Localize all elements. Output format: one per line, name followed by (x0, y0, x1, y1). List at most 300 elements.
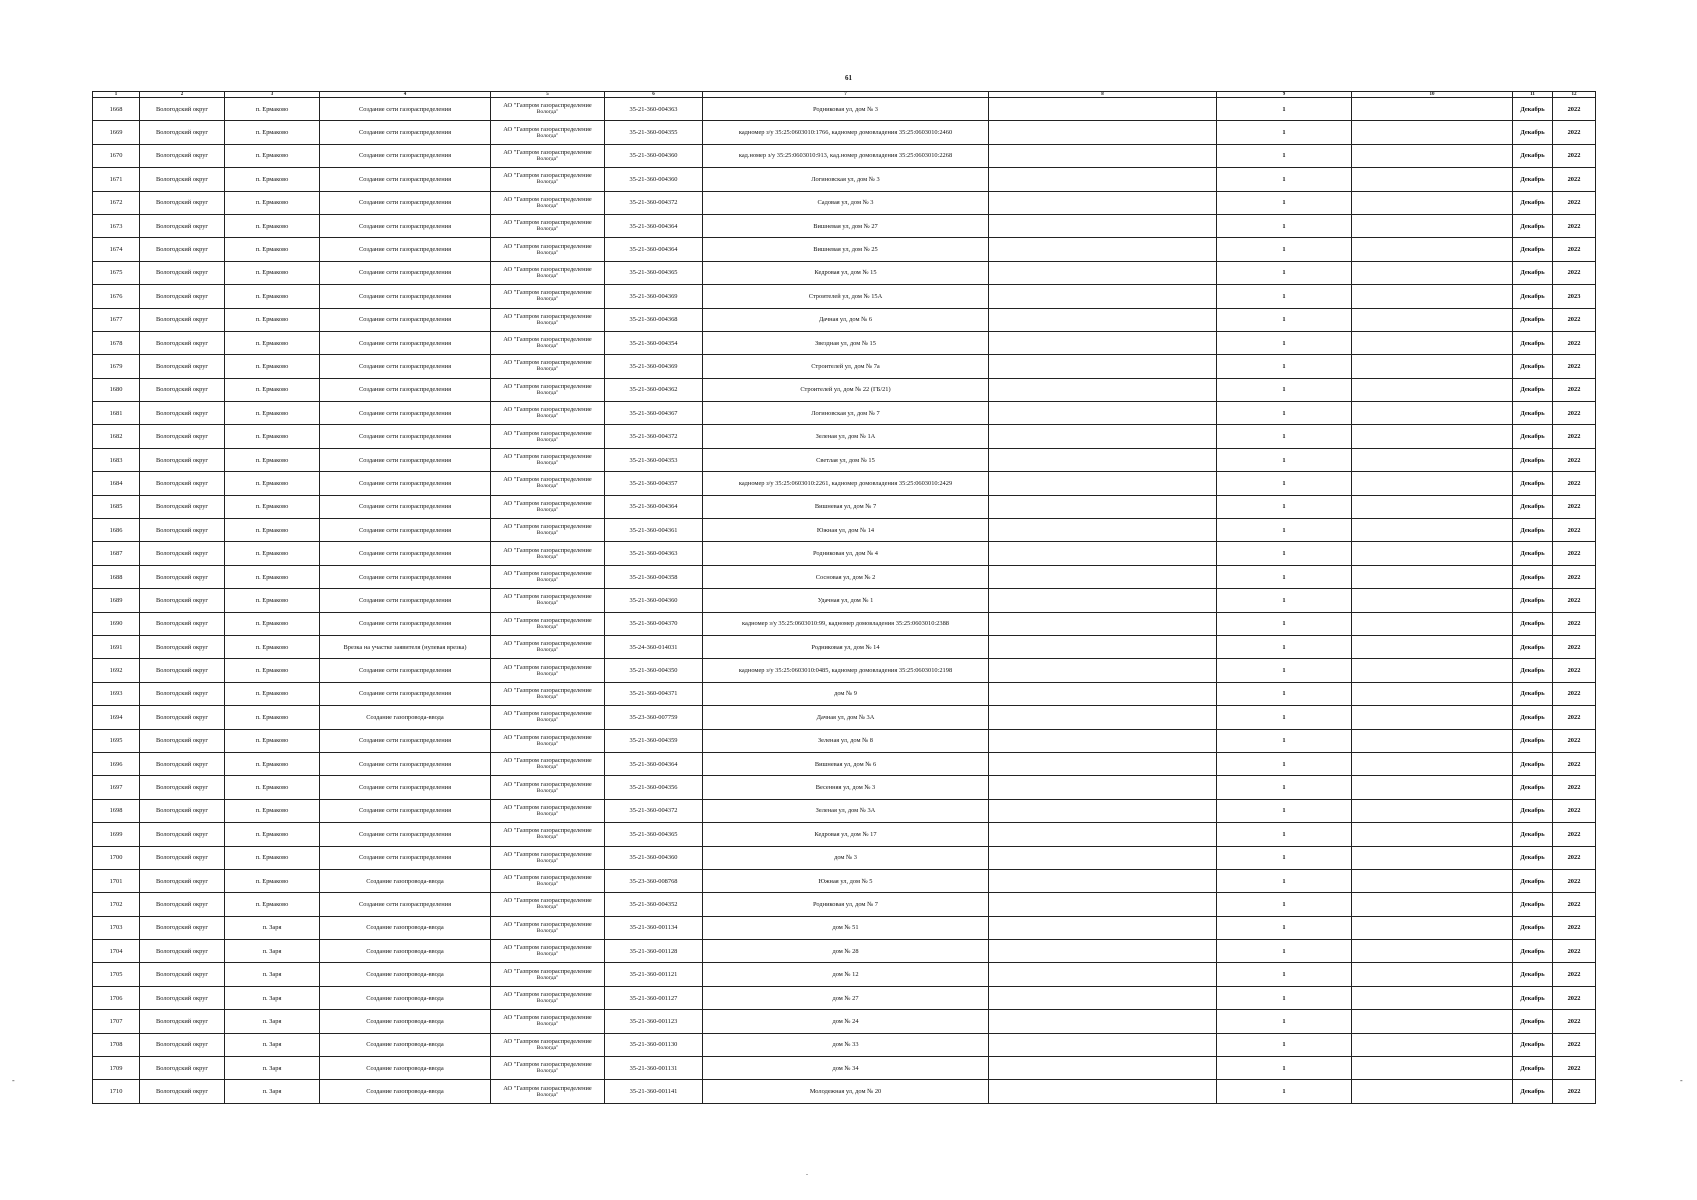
column-10-cell (1352, 98, 1513, 121)
column-10-cell (1352, 940, 1513, 963)
district-cell: Вологодский округ (140, 519, 225, 542)
quantity-cell: 1 (1217, 682, 1352, 705)
organization-cell (491, 776, 605, 799)
code-cell: 35-21-360-001121 (605, 963, 703, 986)
row-number: 1691 (93, 635, 140, 658)
month-cell: Декабрь (1513, 98, 1553, 121)
organization-city: Вологда" (536, 553, 559, 560)
column-10-cell (1352, 331, 1513, 354)
address-cell: дом № 51 (703, 916, 989, 939)
work-type-cell: Создание сети газораспределения (320, 308, 491, 331)
settlement-cell: п. Ермаково (225, 238, 320, 261)
code-cell: 35-21-360-004370 (605, 612, 703, 635)
organization-cell (491, 98, 605, 121)
address-cell: Вишневая ул, дом № 27 (703, 214, 989, 237)
district-cell: Вологодский округ (140, 495, 225, 518)
organization-city: Вологда" (536, 155, 559, 162)
column-10-cell (1352, 425, 1513, 448)
address-cell: дом № 9 (703, 682, 989, 705)
work-type-cell: Создание сети газораспределения (320, 331, 491, 354)
work-type-cell: Создание газопровода-ввода (320, 869, 491, 892)
column-number: 4 (320, 92, 491, 98)
column-8-cell (989, 472, 1217, 495)
work-type-cell: Создание газопровода-ввода (320, 916, 491, 939)
code-cell: 35-21-360-004364 (605, 752, 703, 775)
organization-city: Вологда" (536, 740, 559, 747)
quantity-cell: 1 (1217, 261, 1352, 284)
row-number: 1671 (93, 168, 140, 191)
row-number: 1701 (93, 869, 140, 892)
column-10-cell (1352, 612, 1513, 635)
settlement-cell: п. Ермаково (225, 682, 320, 705)
address-cell: Сосновая ул, дом № 2 (703, 565, 989, 588)
organization-name: АО "Газпром газораспределение (503, 897, 592, 905)
year-cell: 2022 (1553, 846, 1596, 869)
work-type-cell: Создание сети газораспределения (320, 799, 491, 822)
organization-name: АО "Газпром газораспределение (503, 850, 592, 858)
column-10-cell (1352, 238, 1513, 261)
table-row (93, 589, 1596, 612)
organization-city: Вологда" (536, 647, 559, 654)
organization-name: АО "Газпром газораспределение (503, 289, 592, 297)
organization-city: Вологда" (536, 319, 559, 326)
row-number: 1692 (93, 659, 140, 682)
year-cell: 2022 (1553, 916, 1596, 939)
organization-cell (491, 823, 605, 846)
quantity-cell: 1 (1217, 752, 1352, 775)
quantity-cell: 1 (1217, 378, 1352, 401)
organization-name: АО "Газпром газораспределение (503, 382, 592, 390)
column-8-cell (989, 331, 1217, 354)
year-cell: 2022 (1553, 472, 1596, 495)
address-cell: кадномер з/у 35:25:0603010:1766, кадномер домовладения 35:25:0603010:2460 (703, 121, 989, 144)
quantity-cell: 1 (1217, 214, 1352, 237)
year-cell: 2022 (1553, 752, 1596, 775)
column-10-cell (1352, 659, 1513, 682)
quantity-cell: 1 (1217, 565, 1352, 588)
code-cell: 35-23-360-008768 (605, 869, 703, 892)
table-row (93, 940, 1596, 963)
district-cell: Вологодский округ (140, 285, 225, 308)
table-row (93, 1080, 1596, 1103)
organization-name: АО "Газпром газораспределение (503, 616, 592, 624)
column-10-cell (1352, 168, 1513, 191)
settlement-cell: п. Ермаково (225, 495, 320, 518)
column-number: 5 (491, 92, 605, 98)
quantity-cell: 1 (1217, 448, 1352, 471)
row-number: 1708 (93, 1033, 140, 1056)
year-cell: 2022 (1553, 448, 1596, 471)
settlement-cell: п. Ермаково (225, 519, 320, 542)
code-cell: 35-21-360-004356 (605, 776, 703, 799)
table-row (93, 776, 1596, 799)
month-cell: Декабрь (1513, 823, 1553, 846)
code-cell: 35-21-360-004364 (605, 238, 703, 261)
quantity-cell: 1 (1217, 542, 1352, 565)
year-cell: 2022 (1553, 495, 1596, 518)
year-cell: 2022 (1553, 659, 1596, 682)
address-cell: дом № 24 (703, 1010, 989, 1033)
column-number: 1 (93, 92, 140, 98)
month-cell: Декабрь (1513, 238, 1553, 261)
code-cell: 35-21-360-004357 (605, 472, 703, 495)
code-cell: 35-21-360-004365 (605, 261, 703, 284)
column-8-cell (989, 542, 1217, 565)
work-type-cell: Создание сети газораспределения (320, 846, 491, 869)
column-8-cell (989, 378, 1217, 401)
district-cell: Вологодский округ (140, 472, 225, 495)
organization-name: АО "Газпром газораспределение (503, 663, 592, 671)
settlement-cell: п. Заря (225, 1057, 320, 1080)
quantity-cell: 1 (1217, 635, 1352, 658)
column-10-cell (1352, 448, 1513, 471)
table-row (93, 355, 1596, 378)
year-cell: 2022 (1553, 823, 1596, 846)
organization-city: Вологда" (536, 202, 559, 209)
column-8-cell (989, 144, 1217, 167)
code-cell: 35-21-360-004372 (605, 425, 703, 448)
row-number: 1673 (93, 214, 140, 237)
year-cell: 2022 (1553, 425, 1596, 448)
column-8-cell (989, 425, 1217, 448)
column-8-cell (989, 448, 1217, 471)
address-cell: Молодежная ул, дом № 20 (703, 1080, 989, 1103)
organization-city: Вологда" (536, 249, 559, 256)
organization-name: АО "Газпром газораспределение (503, 219, 592, 227)
month-cell: Декабрь (1513, 448, 1553, 471)
quantity-cell: 1 (1217, 331, 1352, 354)
work-type-cell: Создание сети газораспределения (320, 659, 491, 682)
row-number: 1707 (93, 1010, 140, 1033)
address-cell: Строителей ул, дом № 15А (703, 285, 989, 308)
table-row (93, 1057, 1596, 1080)
quantity-cell: 1 (1217, 776, 1352, 799)
column-8-cell (989, 308, 1217, 331)
table-row (93, 963, 1596, 986)
column-number: 9 (1217, 92, 1352, 98)
organization-city: Вологда" (536, 670, 559, 677)
table-row (93, 799, 1596, 822)
row-number: 1703 (93, 916, 140, 939)
address-cell: Вишневая ул, дом № 6 (703, 752, 989, 775)
column-8-cell (989, 869, 1217, 892)
table-row (93, 893, 1596, 916)
code-cell: 35-21-360-004364 (605, 495, 703, 518)
organization-city: Вологда" (536, 530, 559, 537)
organization-city: Вологда" (536, 600, 559, 607)
work-type-cell: Создание газопровода-ввода (320, 1010, 491, 1033)
district-cell: Вологодский округ (140, 144, 225, 167)
month-cell: Декабрь (1513, 1057, 1553, 1080)
address-cell: Весенняя ул, дом № 3 (703, 776, 989, 799)
settlement-cell: п. Ермаково (225, 144, 320, 167)
month-cell: Декабрь (1513, 612, 1553, 635)
code-cell: 35-23-360-007759 (605, 706, 703, 729)
settlement-cell: п. Ермаково (225, 285, 320, 308)
organization-cell (491, 589, 605, 612)
row-number: 1706 (93, 986, 140, 1009)
quantity-cell: 1 (1217, 940, 1352, 963)
work-type-cell: Создание сети газораспределения (320, 238, 491, 261)
organization-cell (491, 1010, 605, 1033)
organization-city: Вологда" (536, 1044, 559, 1051)
organization-name: АО "Газпром газораспределение (503, 640, 592, 648)
settlement-cell: п. Ермаково (225, 893, 320, 916)
year-cell: 2022 (1553, 542, 1596, 565)
district-cell: Вологодский округ (140, 916, 225, 939)
address-cell: дом № 28 (703, 940, 989, 963)
organization-cell (491, 472, 605, 495)
column-8-cell (989, 893, 1217, 916)
code-cell: 35-21-360-004360 (605, 846, 703, 869)
column-8-cell (989, 214, 1217, 237)
table-row (93, 729, 1596, 752)
organization-city: Вологда" (536, 834, 559, 841)
row-number: 1699 (93, 823, 140, 846)
work-type-cell: Создание сети газораспределения (320, 191, 491, 214)
organization-city: Вологда" (536, 483, 559, 490)
district-cell: Вологодский округ (140, 98, 225, 121)
organization-name: АО "Газпром газораспределение (503, 803, 592, 811)
district-cell: Вологодский округ (140, 706, 225, 729)
district-cell: Вологодский округ (140, 331, 225, 354)
district-cell: Вологодский округ (140, 776, 225, 799)
organization-cell (491, 752, 605, 775)
year-cell: 2022 (1553, 308, 1596, 331)
year-cell: 2022 (1553, 144, 1596, 167)
settlement-cell: п. Ермаково (225, 589, 320, 612)
year-cell: 2022 (1553, 1010, 1596, 1033)
organization-name: АО "Газпром газораспределение (503, 991, 592, 999)
table-row (93, 519, 1596, 542)
month-cell: Декабрь (1513, 846, 1553, 869)
code-cell: 35-21-360-004360 (605, 168, 703, 191)
work-type-cell: Создание сети газораспределения (320, 565, 491, 588)
organization-city: Вологда" (536, 998, 559, 1005)
organization-cell (491, 706, 605, 729)
year-cell: 2022 (1553, 612, 1596, 635)
quantity-cell: 1 (1217, 1057, 1352, 1080)
address-cell: Родниковая ул, дом № 7 (703, 893, 989, 916)
organization-cell (491, 261, 605, 284)
organization-name: АО "Газпром газораспределение (503, 125, 592, 133)
code-cell: 35-21-360-004355 (605, 121, 703, 144)
month-cell: Декабрь (1513, 659, 1553, 682)
column-8-cell (989, 589, 1217, 612)
quantity-cell: 1 (1217, 916, 1352, 939)
settlement-cell: п. Ермаково (225, 261, 320, 284)
year-cell: 2022 (1553, 565, 1596, 588)
column-10-cell (1352, 495, 1513, 518)
code-cell: 35-24-360-014031 (605, 635, 703, 658)
work-type-cell: Создание газопровода-ввода (320, 1080, 491, 1103)
quantity-cell: 1 (1217, 285, 1352, 308)
settlement-cell: п. Заря (225, 986, 320, 1009)
address-cell: Звездная ул, дом № 15 (703, 331, 989, 354)
column-10-cell (1352, 846, 1513, 869)
organization-cell (491, 214, 605, 237)
address-cell: Кедровая ул, дом № 15 (703, 261, 989, 284)
month-cell: Декабрь (1513, 589, 1553, 612)
table-row (93, 1010, 1596, 1033)
organization-cell (491, 308, 605, 331)
work-type-cell: Создание газопровода-ввода (320, 706, 491, 729)
table-row (93, 425, 1596, 448)
work-type-cell: Создание газопровода-ввода (320, 1033, 491, 1056)
district-cell: Вологодский округ (140, 1010, 225, 1033)
work-type-cell: Создание сети газораспределения (320, 893, 491, 916)
quantity-cell: 1 (1217, 121, 1352, 144)
quantity-cell: 1 (1217, 355, 1352, 378)
organization-cell (491, 1080, 605, 1103)
organization-name: АО "Газпром газораспределение (503, 242, 592, 250)
table-row (93, 308, 1596, 331)
code-cell: 35-21-360-004354 (605, 331, 703, 354)
district-cell: Вологодский округ (140, 1080, 225, 1103)
column-8-cell (989, 963, 1217, 986)
year-cell: 2022 (1553, 1033, 1596, 1056)
address-cell: дом № 3 (703, 846, 989, 869)
organization-cell (491, 238, 605, 261)
table-row (93, 1033, 1596, 1056)
organization-name: АО "Газпром газораспределение (503, 148, 592, 156)
code-cell: 35-21-360-001123 (605, 1010, 703, 1033)
month-cell: Декабрь (1513, 285, 1553, 308)
organization-city: Вологда" (536, 109, 559, 116)
table-row (93, 752, 1596, 775)
row-number: 1687 (93, 542, 140, 565)
column-10-cell (1352, 963, 1513, 986)
district-cell: Вологодский округ (140, 214, 225, 237)
address-cell: Логиновская ул, дом № 3 (703, 168, 989, 191)
district-cell: Вологодский округ (140, 940, 225, 963)
month-cell: Декабрь (1513, 799, 1553, 822)
code-cell: 35-21-360-004352 (605, 893, 703, 916)
organization-city: Вологда" (536, 857, 559, 864)
row-number: 1675 (93, 261, 140, 284)
year-cell: 2022 (1553, 261, 1596, 284)
column-8-cell (989, 823, 1217, 846)
organization-city: Вологда" (536, 226, 559, 233)
district-cell: Вологодский округ (140, 542, 225, 565)
quantity-cell: 1 (1217, 144, 1352, 167)
settlement-cell: п. Заря (225, 963, 320, 986)
quantity-cell: 1 (1217, 402, 1352, 425)
column-number: 2 (140, 92, 225, 98)
work-type-cell: Создание газопровода-ввода (320, 940, 491, 963)
table-row (93, 986, 1596, 1009)
settlement-cell: п. Ермаково (225, 635, 320, 658)
organization-name: АО "Газпром газораспределение (503, 874, 592, 882)
work-type-cell: Создание сети газораспределения (320, 402, 491, 425)
work-type-cell: Создание сети газораспределения (320, 682, 491, 705)
work-type-cell: Создание сети газораспределения (320, 121, 491, 144)
organization-city: Вологда" (536, 132, 559, 139)
settlement-cell: п. Ермаково (225, 659, 320, 682)
district-cell: Вологодский округ (140, 378, 225, 401)
table-row (93, 635, 1596, 658)
table-row (93, 261, 1596, 284)
column-10-cell (1352, 869, 1513, 892)
organization-name: АО "Газпром газораспределение (503, 733, 592, 741)
table-row (93, 542, 1596, 565)
month-cell: Декабрь (1513, 893, 1553, 916)
settlement-cell: п. Ермаково (225, 799, 320, 822)
organization-city: Вологда" (536, 787, 559, 794)
code-cell: 35-21-360-004372 (605, 799, 703, 822)
row-number: 1696 (93, 752, 140, 775)
district-cell: Вологодский округ (140, 893, 225, 916)
month-cell: Декабрь (1513, 121, 1553, 144)
year-cell: 2022 (1553, 869, 1596, 892)
address-cell: кадномер з/у 35:25:0603010:99, кадномер домовладения 35:25:0603010:2388 (703, 612, 989, 635)
code-cell: 35-21-360-004350 (605, 659, 703, 682)
year-cell: 2022 (1553, 331, 1596, 354)
organization-city: Вологда" (536, 272, 559, 279)
column-10-cell (1352, 729, 1513, 752)
address-cell: Вишневая ул, дом № 25 (703, 238, 989, 261)
row-number: 1694 (93, 706, 140, 729)
column-8-cell (989, 916, 1217, 939)
address-cell: Родниковая ул, дом № 14 (703, 635, 989, 658)
settlement-cell: п. Ермаково (225, 402, 320, 425)
work-type-cell: Создание сети газораспределения (320, 495, 491, 518)
column-8-cell (989, 682, 1217, 705)
row-number: 1669 (93, 121, 140, 144)
year-cell: 2022 (1553, 776, 1596, 799)
organization-city: Вологда" (536, 693, 559, 700)
table-row (93, 612, 1596, 635)
district-cell: Вологодский округ (140, 121, 225, 144)
organization-cell (491, 869, 605, 892)
column-8-cell (989, 261, 1217, 284)
column-number: 10 (1352, 92, 1513, 98)
column-10-cell (1352, 799, 1513, 822)
quantity-cell: 1 (1217, 168, 1352, 191)
month-cell: Декабрь (1513, 940, 1553, 963)
code-cell: 35-21-360-001131 (605, 1057, 703, 1080)
organization-city: Вологда" (536, 927, 559, 934)
organization-city: Вологда" (536, 623, 559, 630)
column-8-cell (989, 191, 1217, 214)
month-cell: Декабрь (1513, 144, 1553, 167)
organization-name: АО "Газпром газораспределение (503, 1084, 592, 1092)
column-10-cell (1352, 706, 1513, 729)
code-cell: 35-21-360-004371 (605, 682, 703, 705)
month-cell: Декабрь (1513, 425, 1553, 448)
quantity-cell: 1 (1217, 846, 1352, 869)
page-number: 61 (845, 74, 852, 82)
address-cell: Вишневая ул, дом № 7 (703, 495, 989, 518)
row-number: 1678 (93, 331, 140, 354)
column-8-cell (989, 940, 1217, 963)
settlement-cell: п. Ермаково (225, 752, 320, 775)
organization-name: АО "Газпром газораспределение (503, 172, 592, 180)
column-8-cell (989, 1057, 1217, 1080)
column-10-cell (1352, 261, 1513, 284)
district-cell: Вологодский округ (140, 191, 225, 214)
organization-cell (491, 729, 605, 752)
organization-city: Вологда" (536, 904, 559, 911)
row-number: 1676 (93, 285, 140, 308)
month-cell: Декабрь (1513, 565, 1553, 588)
code-cell: 35-21-360-004353 (605, 448, 703, 471)
settlement-cell: п. Ермаково (225, 846, 320, 869)
district-cell: Вологодский округ (140, 869, 225, 892)
column-10-cell (1352, 916, 1513, 939)
organization-name: АО "Газпром газораспределение (503, 312, 592, 320)
district-cell: Вологодский округ (140, 448, 225, 471)
